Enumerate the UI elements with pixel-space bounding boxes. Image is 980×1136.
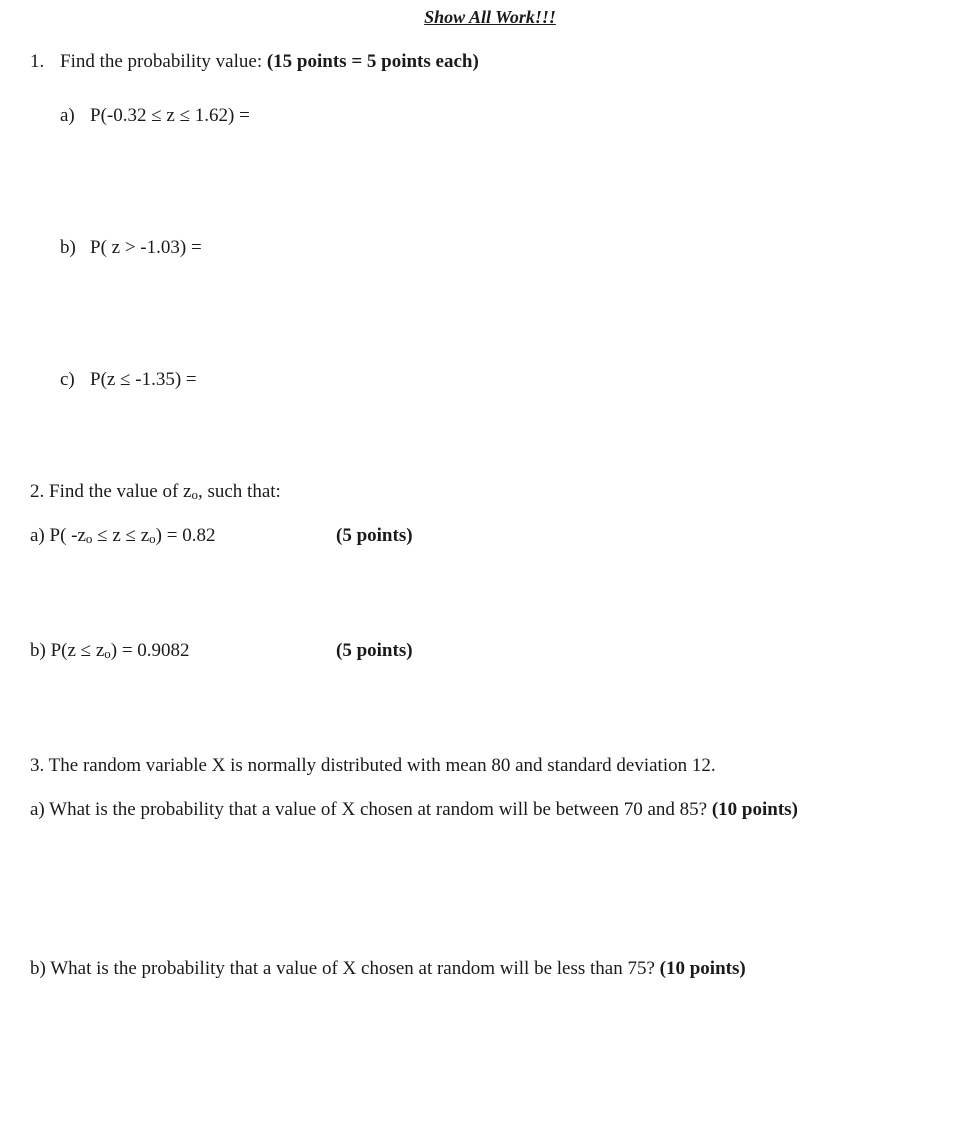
q3-part-b-points: (10 points) bbox=[659, 958, 746, 979]
q2-prompt bbox=[30, 482, 281, 501]
q2a-part2: ≤ z ≤ z bbox=[92, 525, 150, 546]
page-header: Show All Work!!! bbox=[424, 7, 556, 27]
q1-prompt-text: Find the probability value: bbox=[60, 51, 263, 72]
q2a-sub2: o bbox=[149, 531, 156, 546]
q1-part-b-expression: P( z > -1.03) = bbox=[90, 237, 202, 258]
q3-part-a-text: a) What is the probability that a value of X chosen at random will be between 70 and 85? bbox=[30, 799, 708, 820]
q2-prompt-subscript: o bbox=[191, 487, 198, 502]
q2b-part2: ) = 0.9082 bbox=[110, 640, 190, 661]
q2-part-b-points: (5 points) bbox=[336, 640, 413, 661]
q3-part-b-text: b) What is the probability that a value of X chosen at random will be less than 75? bbox=[30, 958, 655, 979]
q2-part-a-points: (5 points) bbox=[336, 525, 413, 546]
q2b-part1: b) P(z ≤ z bbox=[30, 640, 105, 661]
q2-prompt-suffix: , such that: bbox=[197, 481, 281, 502]
q2-part-a-expression bbox=[30, 526, 215, 545]
q2-part-b-expression bbox=[30, 641, 190, 660]
q3-intro: 3. The random variable X is normally distributed with mean 80 and standard deviation 12. bbox=[30, 755, 716, 776]
q2-prompt-text: 2. Find the value of z bbox=[30, 481, 192, 502]
q2b-sub1: o bbox=[104, 646, 111, 661]
q2a-sub1: o bbox=[85, 531, 93, 546]
q1-part-a-label: a) bbox=[60, 105, 75, 126]
q1-number: 1. bbox=[30, 51, 45, 72]
q1-points: (15 points = 5 points each) bbox=[266, 51, 479, 72]
q1-part-b-label: b) bbox=[60, 237, 76, 258]
q1-part-a-expression: P(-0.32 ≤ z ≤ 1.62) = bbox=[90, 105, 250, 126]
q3-part-a-points: (10 points) bbox=[711, 799, 798, 820]
q1-part-c-expression: P(z ≤ -1.35) = bbox=[90, 369, 197, 390]
q1-prompt bbox=[60, 52, 479, 71]
q2a-part3: ) = 0.82 bbox=[155, 525, 216, 546]
q3-part-a bbox=[30, 800, 798, 819]
q2a-part1: a) P( -z bbox=[30, 525, 86, 546]
q3-part-b bbox=[30, 959, 746, 978]
q1-part-c-label: c) bbox=[60, 369, 75, 390]
